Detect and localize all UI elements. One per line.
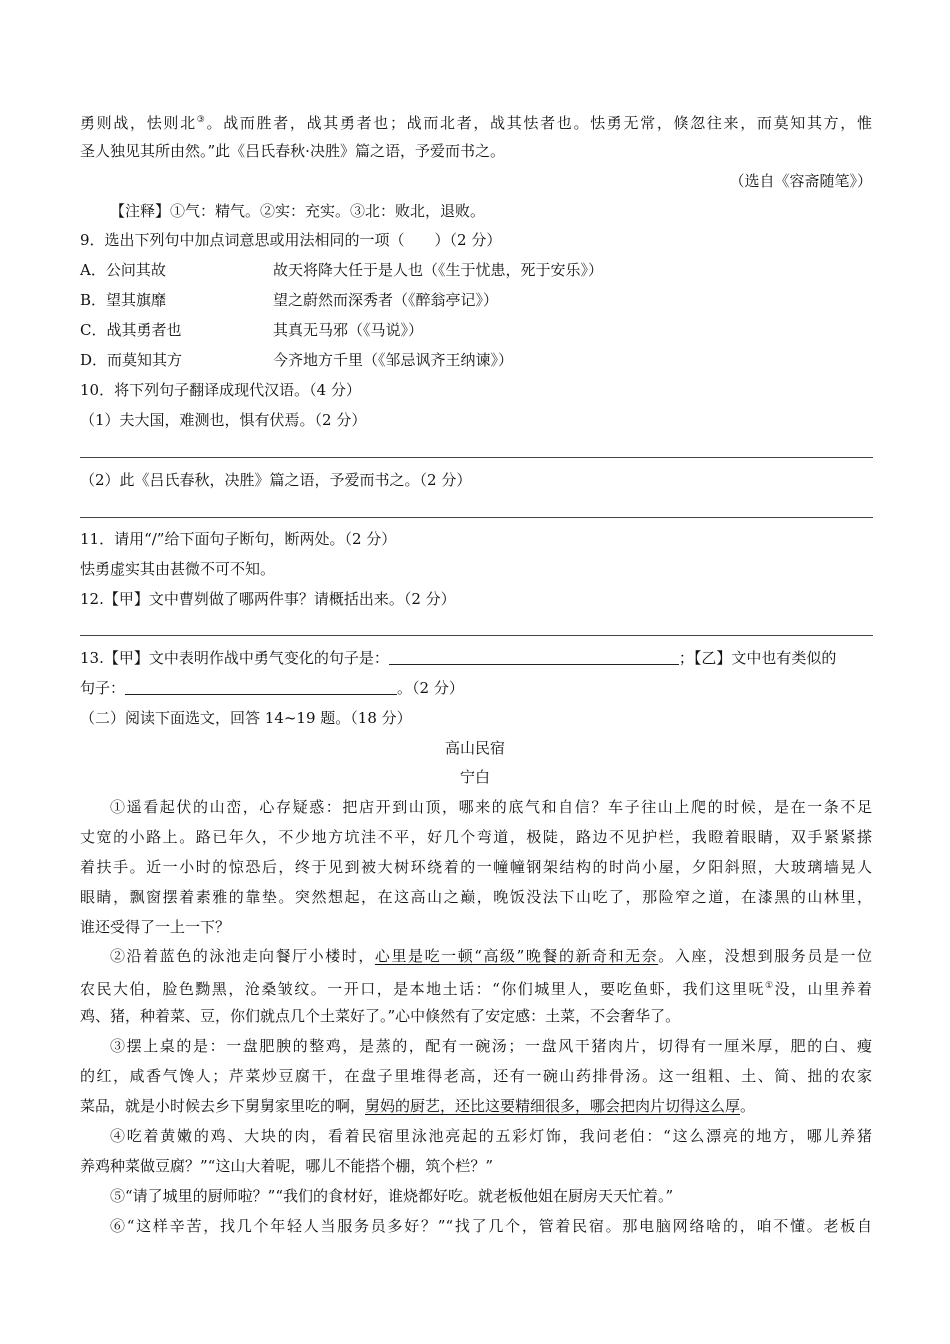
essay-p2-line: 鸡、猪，种着菜、豆，你们就点几个土菜好了。”心中倏然有了安定感：土菜，不会奢华了。 bbox=[80, 1007, 681, 1025]
essay-p3-line: ③摆上桌的是：一盘肥腴的整鸡，是蒸的，配有一碗汤；一盘风干猪肉片，切得有一厘米厚，肥的白、瘦 bbox=[110, 1037, 872, 1055]
essay-p3-line: 菜品，就是小时候去乡下舅舅家里吃的啊，舅妈的厨艺，还比这要精细很多，哪会把肉片切得这么厚。 bbox=[80, 1097, 756, 1115]
essay-p4-line: ④吃着黄嫩的鸡、大块的肉，看着民宿里泳池亮起的五彩灯饰，我问老伯：“这么漂亮的地方，哪儿养猪 bbox=[110, 1127, 872, 1145]
fill-blank[interactable] bbox=[389, 648, 679, 665]
q9-option-d-label: D．而莫知其方 bbox=[80, 351, 183, 369]
footnote-marker: ③ bbox=[196, 115, 207, 125]
answer-line[interactable] bbox=[80, 517, 873, 518]
answer-line[interactable] bbox=[80, 457, 873, 458]
q11-stem: 11．请用“/”给下面句子断句，断两处。（2 分） bbox=[80, 530, 397, 548]
q9-option-c-compare: 其真无马邪（《马说》） bbox=[273, 321, 424, 339]
passage-line-1: 勇则战，怯则北③。战而胜者，战其勇者也；战而北者，战其怯者也。怯勇无常，倏忽往来，而莫知其方，惟 bbox=[80, 114, 872, 132]
essay-p1-line: 丈宽的小路上。路已年久，不少地方坑洼不平，好几个弯道，极陡，路边不见护栏，我瞪着眼睛，双手紧紧搽 bbox=[80, 828, 872, 846]
essay-p6-line: ⑥“这样辛苦，找几个年轻人当服务员多好？”“找了几个，管着民宿。那电脑网络啥的，咱不懂。老板自 bbox=[110, 1217, 872, 1235]
q9-option-c-label: C．战其勇者也 bbox=[80, 321, 182, 339]
essay-p1-line: 着扶手。近一小时的惊恐后，终于见到被大树环绕着的一幢幢钢架结构的时尚小屋，夕阳斜照，大玻璃墙晃人 bbox=[80, 858, 872, 876]
q12-stem: 12.【甲】文中曹刿做了哪两件事？请概括出来。（2 分） bbox=[80, 590, 456, 608]
essay-p5-line: ⑤“请了城里的厨师啦？”“我们的食材好，谁烧都好吃。就老板他姐在厨房天天忙着。” bbox=[110, 1187, 674, 1205]
essay-p3-line: 的红，咸香气馋人；芹菜炒豆腐干，在盘子里堆得老高，还有一碗山药排骨汤。这一组粗、土、简、拙的农家 bbox=[80, 1067, 872, 1085]
section-heading: （二）阅读下面选文，回答 14~19 题。（18 分） bbox=[80, 709, 412, 727]
essay-p2-line: ②沿着蓝色的泳池走向餐厅小楼时，心里是吃一顿“高级”晚餐的新奇和无奈。入座，没想到服务员是一位 bbox=[110, 947, 872, 965]
essay-author: 宁白 bbox=[459, 768, 490, 786]
underlined-sentence: 舅妈的厨艺，还比这要精细很多，哪会把肉片切得这么厚 bbox=[365, 1097, 741, 1115]
essay-p2-line: 农民大伯，脸色黝黑，沧桑皱纹。一开口，是本地土话：“你们城里人，要吃鱼虾，我们这里呒①没，山里养着 bbox=[80, 980, 872, 998]
q10-sub2: （2）此《吕氏春秋，决胜》篇之语，予爱而书之。（2 分） bbox=[80, 471, 472, 489]
essay-p1-line: ①遥看起伏的山峦，心存疑惑：把店开到山顶，哪来的底气和自信？车子往山上爬的时候，是在一条不足 bbox=[110, 798, 872, 816]
footnote-marker: ① bbox=[765, 981, 775, 991]
q13-line-1: 13.【甲】文中表明作战中勇气变化的句子是： ；【乙】文中也有类似的 bbox=[80, 649, 837, 667]
passage-notes: 【注释】①气：精气。②实：充实。③北：败北，退败。 bbox=[110, 202, 486, 220]
passage-line-2: 圣人独见其所由然。”此《吕氏春秋·决胜》篇之语，予爱而书之。 bbox=[80, 142, 505, 160]
q10-stem: 10．将下列句子翻译成现代汉语。（4 分） bbox=[80, 381, 361, 399]
essay-p1-line: 眼睛，飘窗摆着素雅的靠垫。突然想起，在这高山之巅，晚饭没法下山吃了，那险窄之道，在漆黑的山林里， bbox=[80, 888, 872, 906]
essay-title: 高山民宿 bbox=[444, 739, 505, 757]
essay-p4-line: 养鸡种菜做豆腐？”“这山大着呢，哪儿不能搭个棚，筑个栏？” bbox=[80, 1157, 494, 1175]
q9-option-b-label: B．望其旗靡 bbox=[80, 291, 167, 309]
q9-option-a-compare: 故天将降大任于是人也（《生于忧患，死于安乐》） bbox=[273, 261, 604, 279]
q9-option-a-label: A．公问其故 bbox=[80, 261, 166, 279]
essay-p1-line: 谁还受得了一上一下？ bbox=[80, 918, 231, 936]
fill-blank[interactable] bbox=[125, 678, 397, 695]
passage-source: （选自《容斋随笔》） bbox=[729, 172, 872, 190]
q9-option-d-compare: 今齐地方千里（《邹忌讽齐王纳谏》） bbox=[273, 351, 514, 369]
answer-line[interactable] bbox=[80, 635, 873, 636]
q11-sentence: 怯勇虚实其由甚微不可不知。 bbox=[80, 560, 276, 578]
q13-line-2: 句子： 。（2 分） bbox=[80, 679, 464, 697]
underlined-sentence: 心里是吃一顿“高级”晚餐的新奇和无奈 bbox=[374, 947, 659, 965]
q9-option-b-compare: 望之蔚然而深秀者（《醉翁亭记》） bbox=[273, 291, 499, 309]
q9-stem: 9．选出下列句中加点词意思或用法相同的一项（ ）（2 分） bbox=[80, 231, 502, 249]
q10-sub1: （1）夫大国，难测也，惧有伏焉。（2 分） bbox=[80, 411, 367, 429]
